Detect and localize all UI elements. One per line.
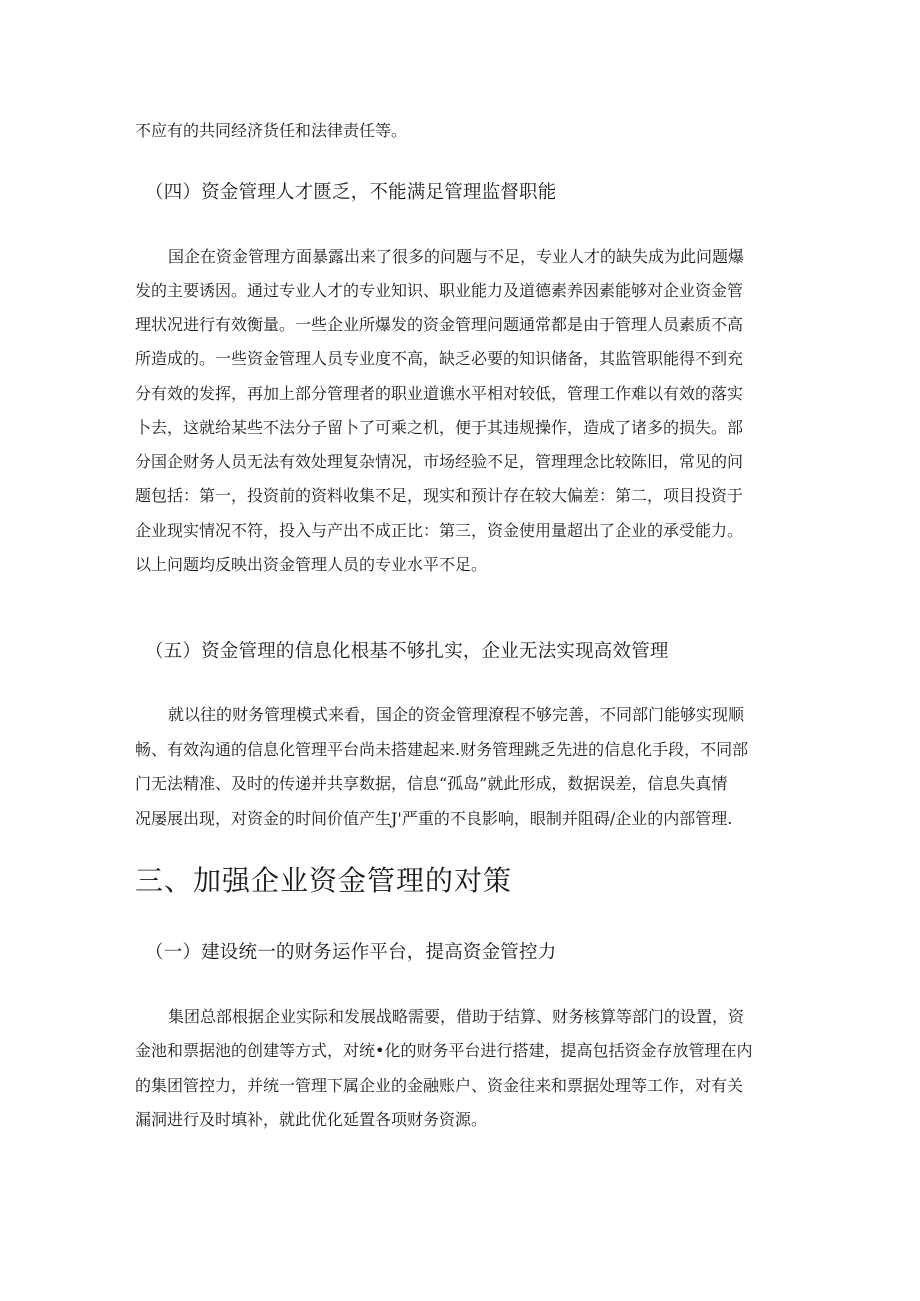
chapter-title: 三、加强企业资金管理的对策 (135, 864, 513, 897)
section5-line: 门无法精准、及时的传递并共享数据，信息“孤岛”就此形成，数据误差，信息失真情 (135, 774, 728, 793)
section4-line: 理状况进行有效衡量。一些企业所爆发的资金管理问题通常都是由于管理人员素质不高 (135, 315, 744, 334)
section4-line: 所造成的。一些资金管理人员专业度不高，缺乏必要的知识储备，其监管职能得不到充 (135, 349, 744, 368)
subsection1-heading: （一）建设统一的财务运作平台，提高资金管控力 (145, 942, 557, 963)
subsection1-line: 金池和票据池的创建等方式，对统•化的财务平台进行搭建，提高包括资金存放管理在内 (135, 1041, 753, 1060)
subsection1-line: 的集团管控力，并统一管理下属企业的金融账户、资金往来和票据处理等工作，对有关 (135, 1076, 744, 1095)
subsection1-line: 漏洞进行及时填补，就此优化延置各项财务资源。 (135, 1110, 488, 1129)
section4-line: 国企在资金管理方面暴露出来了很多的问题与不足，专业人才的缺失成为此问题爆 (168, 247, 745, 266)
section4-line: 分有效的发挥，再加上部分管理者的职业道谯水平相对较低，管理工作难以有效的落实 (135, 384, 744, 403)
section5-line: 就以往的财务管理模式来看，国企的资金管理潦程不够完善，不同部门能够实现顺 (168, 705, 745, 724)
subsection1-line: 集团总部根据企业实际和发展战略需要，借助于结算、财务核算等部门的设置，资 (168, 1007, 745, 1026)
section4-heading: （四）资金管理人才匮乏，不能满足管理监督职能 (145, 182, 557, 203)
section5-line: 畅、有效沟通的信息化管理平台尚未搭建起来.财务管理跳乏先进的信息化手段，不同部 (135, 740, 749, 759)
section4-line: 分国企财务人员无法有效处理复杂情况，市场经验不足，管理理念比较陈旧，常见的问 (135, 452, 744, 471)
section5-heading: （五）资金管理的信息化根基不够扎实，企业无法实现高效管理 (145, 641, 669, 662)
section4-line: 以上问题均反映出资金管理人员的专业水平不足。 (135, 555, 488, 574)
intro-line: 不应有的共同经济货任和法律责任等。 (135, 121, 408, 140)
section4-line: 卜去，这就给某些不法分子留卜了可乘之机，便于其违规操作，造成了诸多的损失。部 (135, 418, 744, 437)
section5-line: 况屡展出现，对资金的时间价值产生J'严重的不良影响，眼制并阻碍/企业的内部管理. (135, 809, 733, 828)
section4-line: 题包括：第一，投资前的资料收集不足，现实和预计存在较大偏差：第二，项目投资于 (135, 486, 744, 505)
section4-line: 企业现实情况不符，投入与产出不成正比：第三，资金使用量超出了企业的承受能力。 (135, 521, 744, 540)
section4-line: 发的主要诱因。通过专业人才的专业知识、职业能力及道德素养因素能够对企业资金管 (135, 281, 744, 300)
